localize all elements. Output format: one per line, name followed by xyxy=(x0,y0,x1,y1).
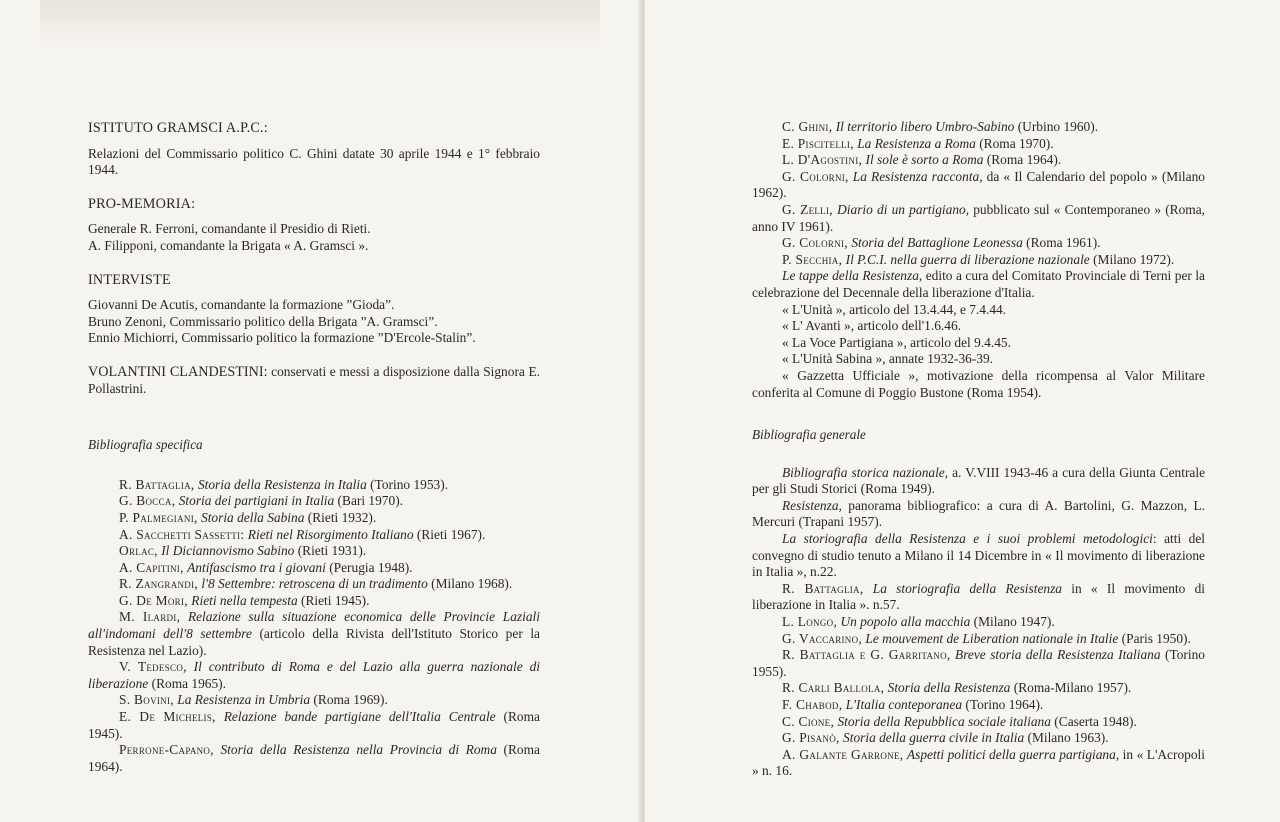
bib-entry: « La Voce Partigiana », articolo del 9.4.45. xyxy=(782,334,1011,350)
bib-entry: G. Colorni, La Resistenza racconta, da « Il Calendario del popolo » (Milano 1962). xyxy=(752,168,1205,201)
bib-entry: P. Palmegiani, Storia della Sabina (Rieti 1932). xyxy=(119,509,377,525)
section-title: INTERVISTE xyxy=(88,271,171,288)
bib-entry: V. Tedesco, Il contributo di Roma e del Lazio alla guerra nazionale di liberazione (Roma 1965). xyxy=(88,659,540,691)
bib-entry: C. Cione, Storia della Repubblica sociale italiana (Caserta 1948). xyxy=(782,713,1137,729)
bib-entry: M. Ilardi, Relazione sulla situazione economica delle Provincie Laziali all'indomani dell'8 settembre (articolo della Rivista dell'Istituto Storico per la Resistenza nel Lazio). xyxy=(88,609,540,658)
archive-line: Ennio Michiorri, Commissario politico la formazione ”D'Ercole-Stalin”. xyxy=(88,330,476,346)
bib-entry: R. Battaglia, La storiografia della Resistenza in « Il movimento di liberazione in Italia ». n.57. xyxy=(752,580,1206,613)
archive-interviste xyxy=(88,272,540,347)
bib-entry: A. Sacchetti Sassetti: Rieti nel Risorgimento Italiano (Rieti 1967). xyxy=(119,526,486,542)
bib-entry: G. Zelli, Diario di un partigiano, pubblicato sul « Contemporaneo » (Roma, anno IV 1961). xyxy=(752,201,1205,234)
section-title: VOLANTINI CLANDESTINI: xyxy=(88,363,268,380)
bib-entry: G. De Mori, Rieti nella tempesta (Rieti 1945). xyxy=(119,592,370,608)
bib-entry: « L' Avanti », articolo dell'1.6.46. xyxy=(782,318,961,334)
bib-entry: La storiografia della Resistenza e i suoi problemi metodologici: atti del convegno di studio tenuto a Milano il 14 Dicembre in « Il movimento di liberazione in Italia », n.22. xyxy=(752,531,1205,580)
section-title: PRO-MEMORIA: xyxy=(88,195,196,212)
right-column xyxy=(752,119,1205,780)
right-page xyxy=(645,0,1280,822)
bib-entry: Le tappe della Resistenza, edito a cura del Comitato Provinciale di Terni per la celebrazione del Decennale della liberazione d'Italia. xyxy=(752,268,1206,300)
bibliography-general-list xyxy=(752,465,1205,780)
bibliography-specific-heading: Bibliografia specifica xyxy=(88,437,203,453)
bib-entry: G. Colorni, Storia del Battaglione Leonessa (Roma 1961). xyxy=(782,235,1101,251)
bib-entry: R. Carli Ballola, Storia della Resistenza (Roma-Milano 1957). xyxy=(782,680,1132,696)
archive-gramsci xyxy=(88,120,540,179)
archive-line: Bruno Zenoni, Commissario politico della Brigata ”A. Gramsci”. xyxy=(88,313,438,329)
bib-entry: F. Chabod, L'Italia conteporanea (Torino 1964). xyxy=(782,697,1044,712)
bib-entry: « Gazzetta Ufficiale », motivazione della ricompensa al Valor Militare conferita al Comune di Poggio Bustone (Roma 1954). xyxy=(752,367,1205,400)
section-title: ISTITUTO GRAMSCI A.P.C.: xyxy=(88,120,268,136)
archive-line: Relazioni del Commissario politico C. Ghini datate 30 aprile 1944 e 1° febbraio 1944. xyxy=(88,145,540,178)
bib-entry: A. Capitini, Antifascismo tra i giovani (Perugia 1948). xyxy=(119,559,413,575)
archive-pro-memoria xyxy=(88,196,540,255)
left-column xyxy=(88,120,540,775)
bib-entry: Perrone-Capano, Storia della Resistenza nella Provincia di Roma (Roma 1964). xyxy=(88,742,540,774)
bibliography-specific-list xyxy=(88,477,540,776)
bib-entry: G. Vaccarino, Le mouvement de Liberation nationale in Italie (Paris 1950). xyxy=(782,630,1191,646)
bib-entry: R. Battaglia, Storia della Resistenza in Italia (Torino 1953). xyxy=(119,476,449,492)
archive-line: A. Filipponi, comandante la Brigata « A. Gramsci ». xyxy=(88,237,369,253)
archive-line: Generale R. Ferroni, comandante il Presidio di Rieti. xyxy=(88,221,371,237)
bib-entry: « L'Unità Sabina », annate 1932-36-39. xyxy=(782,351,994,367)
volantini-paragraph xyxy=(88,364,540,397)
bib-entry: R. Battaglia e G. Garritano, Breve storia della Resistenza Italiana (Torino 1955). xyxy=(752,647,1205,679)
archive-line: Giovanni De Acutis, comandante la formazione ”Gioda”. xyxy=(88,297,395,313)
bib-entry: Resistenza, panorama bibliografico: a cura di A. Bartolini, G. Mazzon, L. Mercuri (Trapani 1957). xyxy=(752,497,1205,530)
bib-entry: G. Pisanò, Storia della guerra civile in Italia (Milano 1963). xyxy=(782,730,1109,746)
sources-continued-list xyxy=(752,119,1205,401)
bib-entry: S. Bovini, La Resistenza in Umbria (Roma 1969). xyxy=(119,692,388,708)
bib-entry: Orlac, Il Diciannovismo Sabino (Rieti 1931). xyxy=(119,543,367,559)
bib-entry: R. Zangrandi, l'8 Settembre: retroscena di un tradimento (Milano 1968). xyxy=(119,576,513,592)
bib-entry: « L'Unità », articolo del 13.4.44, e 7.4.44. xyxy=(782,301,1007,317)
volantini-text: conservati e messi a disposizione dalla Signora E. Pollastrini. xyxy=(88,363,540,396)
bib-entry: A. Galante Garrone, Aspetti politici della guerra partigiana, in « L'Acropoli » n. 16. xyxy=(752,746,1205,779)
bleed-through-top-left xyxy=(40,0,600,46)
bib-entry: L. D'Agostini, Il sole è sorto a Roma (Roma 1964). xyxy=(782,152,1062,168)
bib-entry: P. Secchia, Il P.C.I. nella guerra di liberazione nazionale (Milano 1972). xyxy=(782,251,1175,267)
bib-entry: C. Ghini, Il territorio libero Umbro-Sabino (Urbino 1960). xyxy=(782,119,1099,134)
bib-entry: E. De Michelis, Relazione bande partigiane dell'Italia Centrale (Roma 1945). xyxy=(88,709,540,741)
bibliography-general-heading: Bibliografia generale xyxy=(752,427,866,443)
bib-entry: L. Longo, Un popolo alla macchia (Milano 1947). xyxy=(782,614,1055,630)
bib-entry: Bibliografia storica nazionale, a. V.VIII 1943-46 a cura della Giunta Centrale per gli Studi Storici (Roma 1949). xyxy=(752,464,1206,497)
bib-entry: E. Piscitelli, La Resistenza a Roma (Roma 1970). xyxy=(782,135,1054,151)
bib-entry: G. Bocca, Storia dei partigiani in Italia (Bari 1970). xyxy=(119,493,404,509)
